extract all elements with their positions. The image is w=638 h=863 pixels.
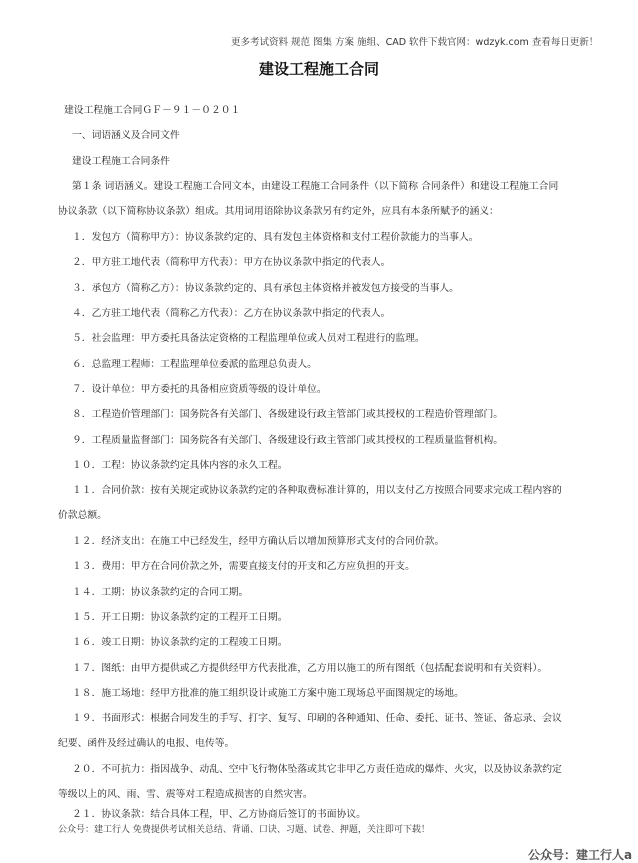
clause-item: ２１．协议条款：结合具体工程，甲、乙方协商后签订的书面协议。: [72, 809, 366, 820]
clause-item: １６．竣工日期：协议条款约定的工程竣工日期。: [72, 637, 288, 648]
contract-code: 建设工程施工合同ＧＦ－９１－０２０１: [64, 105, 241, 116]
subsection-heading: 建设工程施工合同条件: [72, 156, 170, 167]
page-title: 建设工程施工合同: [258, 60, 379, 78]
footer-note: 公众号：建工行人 免费提供考试相关总结、背诵、口诀、习题、试卷、押题，关注即可下载！: [58, 825, 430, 835]
clause-item: ５．社会监理：甲方委托具备法定资格的工程监理单位或人员对工程进行的监理。: [72, 333, 425, 344]
clause-item: １１．合同价款：按有关规定或协议条款约定的各种取费标准计算的，用以支付乙方按照合同要求完成工程内容的: [72, 485, 562, 496]
clause-item: ６．总监理工程师：工程监理单位委派的监理总负责人。: [72, 359, 317, 370]
header-note: 更多考试资料 规范 图集 方案 施组、CAD 软件下载官网：wdzyk.com 查看每日更新！: [231, 37, 599, 48]
clause-item-continued: 等级以上的风、雨、雪、震等对工程造成损害的自然灾害。: [58, 789, 313, 800]
clause-item: ４．乙方驻工地代表（简称乙方代表）：乙方在协议条款中指定的代表人。: [72, 308, 391, 319]
clause-item: ３．承包方（简称乙方）：协议条款约定的、具有承包主体资格并被发包方接受的当事人。: [72, 283, 459, 294]
clause-item: １９．书面形式：根据合同发生的手写、打字、复写、印刷的各种通知、任命、委托、证书、签证、备忘录、会议: [72, 713, 562, 724]
clause-item: １４．工期：协议条款约定的合同工期。: [72, 587, 249, 598]
section-heading: 一、词语涵义及合同文件: [72, 130, 180, 141]
clause-item: １．发包方（简称甲方）：协议条款约定的、具有发包主体资格和支付工程价款能力的当事人。: [72, 232, 479, 243]
clause-item: １８．施工场地：经甲方批准的施工组织设计或施工方案中施工现场总平面图规定的场地。: [72, 688, 464, 699]
clause-item: １３．费用：甲方在合同价款之外，需要直接支付的开支和乙方应负担的开支。: [72, 561, 415, 572]
clause-item: １０．工程：协议条款约定具体内容的永久工程。: [72, 460, 288, 471]
clause-item: １７．图纸：由甲方提供或乙方提供经甲方代表批准，乙方用以施工的所有图纸（包括配套说明和有关资料）。: [72, 663, 548, 674]
clause-item: １５．开工日期：协议条款约定的工程开工日期。: [72, 612, 288, 623]
paragraph-line: 协议条款（以下简称协议条款）组成。其用词用语除协议条款另有约定外，应具有本条所赋予的涵义：: [58, 206, 499, 217]
clause-item-continued: 纪要、函件及经过确认的电报、电传等。: [58, 738, 235, 749]
clause-item: ７．设计单位：甲方委托的具备相应资质等级的设计单位。: [72, 384, 327, 395]
clause-item: ９．工程质量监督部门：国务院各有关部门、各级建设行政主管部门或其授权的工程质量监督机构。: [72, 435, 504, 446]
clause-item: ８．工程造价管理部门：国务院各有关部门、各级建设行政主管部门或其授权的工程造价管理部门。: [72, 409, 504, 420]
paragraph-line: 第１条 词语涵义。建设工程施工合同文本，由建设工程施工合同条件（以下简称 合同条件）和建设工程施工合同: [72, 181, 559, 192]
clause-item: ２０．不可抗力：指因战争、动乱、空中飞行物体坠落或其它非甲乙方责任造成的爆炸、火灾，以及协议条款约定: [72, 764, 562, 775]
clause-item: １２．经济支出：在施工中已经发生，经甲方确认后以增加预算形式支付的合同价款。: [72, 536, 445, 547]
watermark: 公众号：建工行人a: [528, 848, 633, 862]
clause-item-continued: 价款总额。: [58, 510, 107, 521]
clause-item: ２．甲方驻工地代表（简称甲方代表）：甲方在协议条款中指定的代表人。: [72, 257, 391, 268]
